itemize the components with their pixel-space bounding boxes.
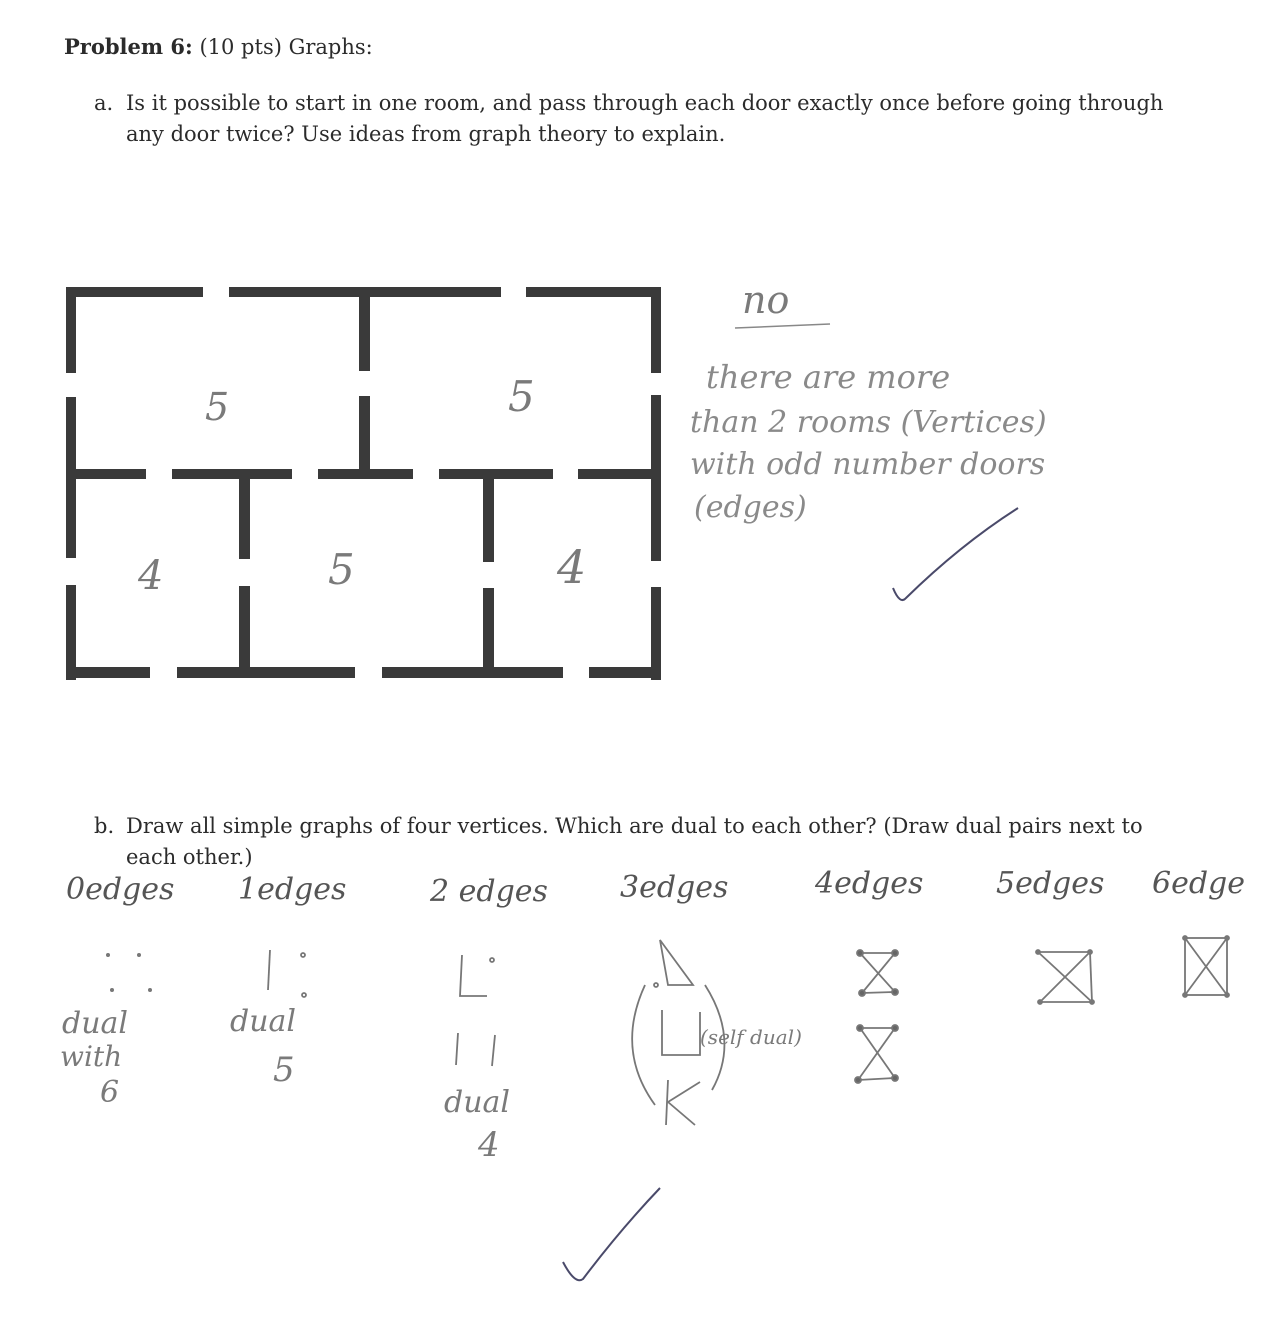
dual-note-0-line1: dual [62, 1006, 129, 1041]
graph-4-edges-b [855, 1025, 898, 1083]
answer-line-3: with odd number doors [690, 447, 1046, 482]
problem-number: Problem 6: [64, 34, 193, 59]
question-b-line1: Draw all simple graphs of four vertices. Which are dual to each other? (Draw dual pairs next to [126, 814, 1143, 838]
answer-line-2: than 2 rooms (Vertices) [690, 405, 1047, 440]
dual-note-1-line2: 5 [273, 1050, 295, 1090]
answer-line-1: there are more [706, 358, 951, 396]
answer-line-4: (edges) [694, 490, 807, 525]
edges-label-1: 1edges [238, 872, 347, 907]
dual-note-0-line3: 6 [100, 1075, 120, 1110]
check-mark-b [563, 1188, 660, 1280]
check-mark-a [893, 508, 1018, 600]
room-count-2: 5 [508, 372, 535, 421]
self-dual-note: (self dual) [700, 1025, 802, 1049]
edges-label-2: 2 edges [430, 874, 548, 909]
question-b-label: b. [94, 814, 115, 838]
dual-note-1-line1: dual [230, 1004, 297, 1039]
question-a-line2: any door twice? Use ideas from graph theory to explain. [126, 122, 726, 146]
floor-plan-walls [66, 287, 661, 680]
edges-label-3: 3edges [620, 870, 729, 905]
dual-note-0-line2: with [60, 1040, 123, 1073]
question-b-line2: each other.) [126, 845, 253, 869]
room-count-4: 5 [328, 545, 355, 594]
room-count-5: 4 [557, 540, 587, 594]
problem-points: (10 pts) Graphs: [199, 35, 373, 59]
room-count-1: 5 [205, 385, 230, 429]
graph-6-edges [1183, 936, 1229, 997]
question-a-label: a. [94, 91, 114, 115]
question-a-line1: Is it possible to start in one room, and pass through each door exactly once before going through [126, 91, 1164, 115]
dual-note-2-line1: dual [444, 1085, 511, 1120]
graph-0-edges [106, 953, 152, 992]
answer-no: no [742, 278, 790, 322]
answer-underline [735, 324, 830, 328]
graph-1-edge [268, 950, 306, 997]
edges-label-4: 4edges [815, 866, 924, 901]
graph-2-edges-a [460, 955, 494, 996]
graph-5-edges [1036, 950, 1094, 1004]
graph-2-edges-b [456, 1033, 495, 1066]
edges-label-0: 0edges [66, 872, 175, 907]
dual-note-2-line2: 4 [478, 1125, 500, 1165]
edges-label-6: 6edge [1152, 866, 1246, 901]
room-count-3: 4 [138, 553, 164, 599]
edges-label-5: 5edges [996, 866, 1105, 901]
graph-4-edges-a [857, 950, 898, 996]
